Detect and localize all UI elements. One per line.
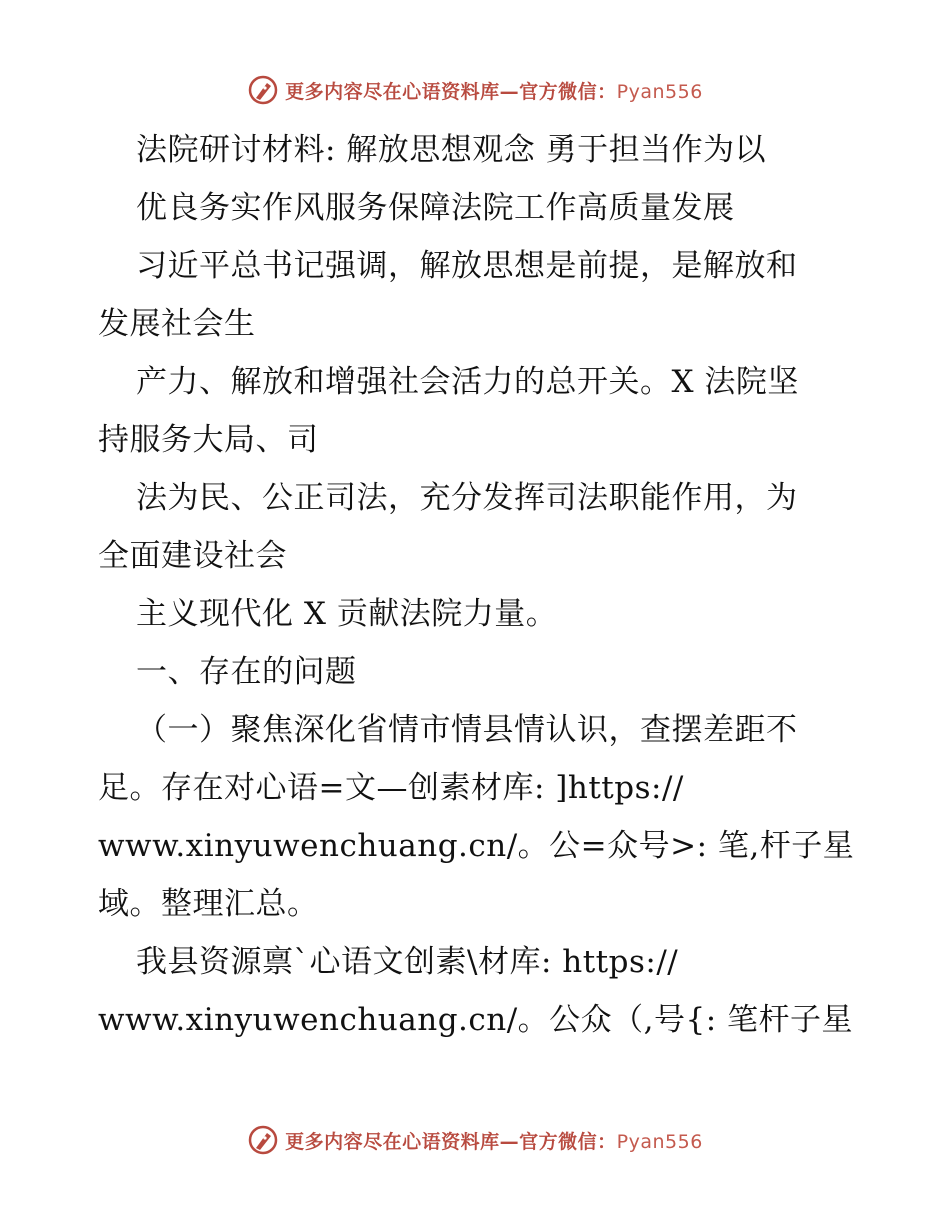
text-line-3: 习近平总书记强调，解放思想是前提，是解放和 [136,248,798,284]
text-line-1: 法院研讨材料: 解放思想观念 勇于担当作为以 [136,132,767,168]
watermark-handle: Pyan556 [616,1130,703,1153]
text-line-12: 足。存在对心语=文—创素材库: ]https:// [98,770,684,806]
pen-nib-circle-logo-icon [247,1124,279,1156]
text-line-14: 域。整理汇总。 [98,886,319,922]
text-line-7: 法为民、公正司法，充分发挥司法职能作用，为 [136,480,798,516]
text-line-9: 主义现代化 X 贡献法院力量。 [136,596,558,632]
text-line-11: （一）聚焦深化省情市情县情认识，查摆差距不 [136,712,798,748]
pen-nib-circle-logo-icon [247,74,279,106]
text-line-16: www.xinyuwenchuang.cn/。公众（,号{: 笔杆子星 [98,1002,854,1038]
text-line-10: 一、存在的问题 [136,654,357,690]
footer-watermark [0,1120,950,1160]
text-line-8: 全面建设社会 [98,538,287,574]
watermark-text: 更多内容尽在心语资料库—官方微信：Pyan556 [285,80,703,103]
document-body [98,121,858,1049]
header-watermark [0,70,950,110]
text-line-6: 持服务大局、司 [98,422,319,458]
text-line-2: 优良务实作风服务保障法院工作高质量发展 [136,190,735,226]
text-line-15: 我县资源禀`心语文创素\材库: https:// [136,944,679,980]
text-line-4: 发展社会生 [98,306,256,342]
text-line-5: 产力、解放和增强社会活力的总开关。X 法院坚 [136,364,799,400]
watermark-handle: Pyan556 [616,80,703,103]
watermark-text: 更多内容尽在心语资料库—官方微信：Pyan556 [285,1130,703,1153]
text-line-13: www.xinyuwenchuang.cn/。公=众号>: 笔,杆子星 [98,828,855,864]
